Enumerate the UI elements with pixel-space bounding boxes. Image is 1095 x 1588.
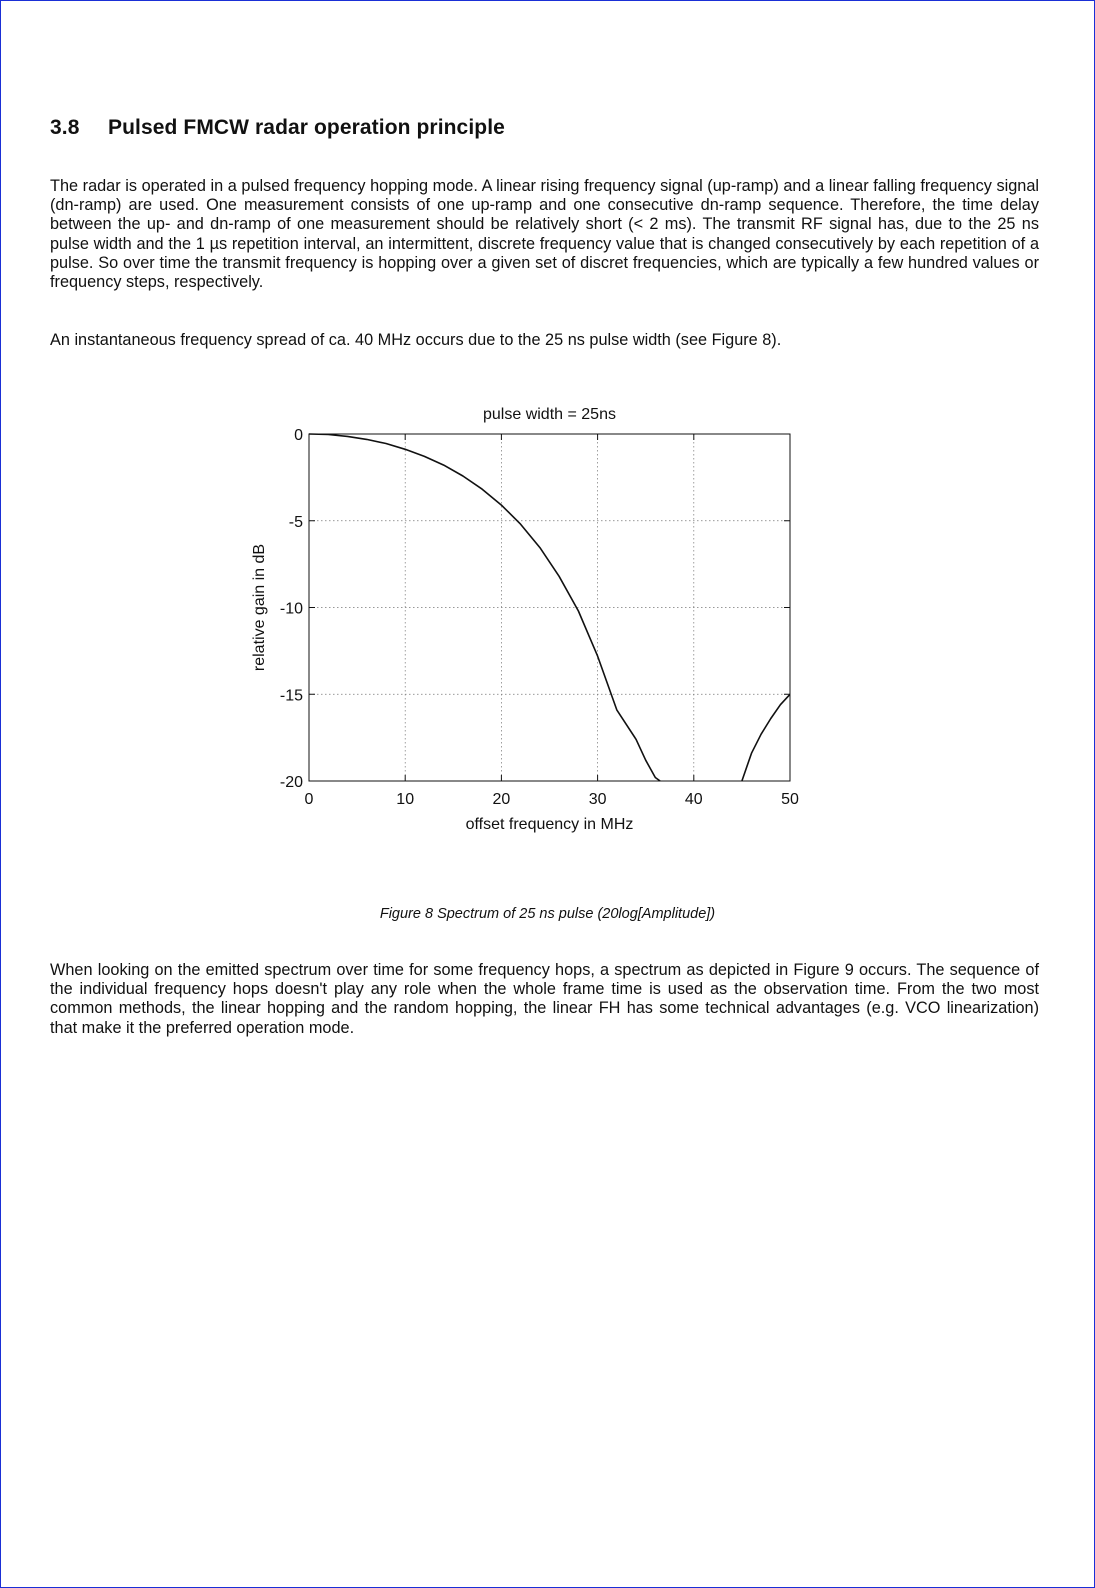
spectrum-chart bbox=[1, 391, 1094, 861]
chart-title: pulse width = 25ns bbox=[483, 406, 616, 423]
x-tick-label: 40 bbox=[684, 791, 703, 808]
x-axis-label: offset frequency in MHz bbox=[465, 816, 634, 833]
paragraph-frequency-hops: When looking on the emitted spectrum over time for some frequency hops, a spectrum as depicted in Figure 9 occurs. The sequence of the individual frequency hops doesn't play any role when the whole frame time is used as the observation time. From the two most common methods, the linear hopping and the random hopping, the linear FH has some technical advantages (e.g. VCO linearization) that make it the preferred operation mode. bbox=[50, 961, 1039, 1037]
y-tick-label: -15 bbox=[279, 687, 303, 705]
series-line bbox=[742, 694, 790, 781]
x-tick-label: 10 bbox=[396, 791, 415, 808]
figure-spectrum bbox=[1, 391, 1094, 861]
section-title: Pulsed FMCW radar operation principle bbox=[108, 116, 505, 139]
y-tick-label: -20 bbox=[279, 774, 303, 791]
section-heading bbox=[50, 116, 505, 140]
x-tick-label: 30 bbox=[588, 791, 607, 808]
chart-grid bbox=[309, 434, 790, 781]
y-axis-label: relative gain in dB bbox=[251, 543, 268, 672]
paragraph-frequency-spread: An instantaneous frequency spread of ca. 40 MHz occurs due to the 25 ns pulse width (see Figure 8). bbox=[50, 331, 782, 349]
chart-ticks bbox=[280, 427, 799, 808]
y-tick-label: 0 bbox=[294, 427, 303, 444]
y-tick-label: -10 bbox=[279, 600, 303, 618]
figure-caption: Figure 8 Spectrum of 25 ns pulse (20log[Amplitude]) bbox=[379, 906, 716, 922]
x-tick-label: 50 bbox=[781, 791, 799, 808]
section-number: 3.8 bbox=[50, 116, 80, 139]
paragraph-operation-mode: The radar is operated in a pulsed frequency hopping mode. A linear rising frequency signal (up-ramp) and a linear falling frequency signal (dn-ramp) are used. One measurement consists of one up-ramp and one consecutive dn-ramp sequence. Therefore, the time delay between the up- and dn-ramp of one measurement should be relatively short (< 2 ms). The transmit RF signal has, due to the 25 ns pulse width and the 1 µs repetition interval, an intermittent, discrete frequency value that is changed consecutively by each repetition of a pulse. So over time the transmit frequency is hopping over a given set of discret frequencies, which are typically a few hundred values or frequency steps, respectively. bbox=[50, 177, 1039, 292]
x-tick-label: 0 bbox=[304, 791, 314, 808]
y-tick-label: -5 bbox=[288, 513, 303, 531]
x-tick-label: 20 bbox=[492, 791, 511, 808]
